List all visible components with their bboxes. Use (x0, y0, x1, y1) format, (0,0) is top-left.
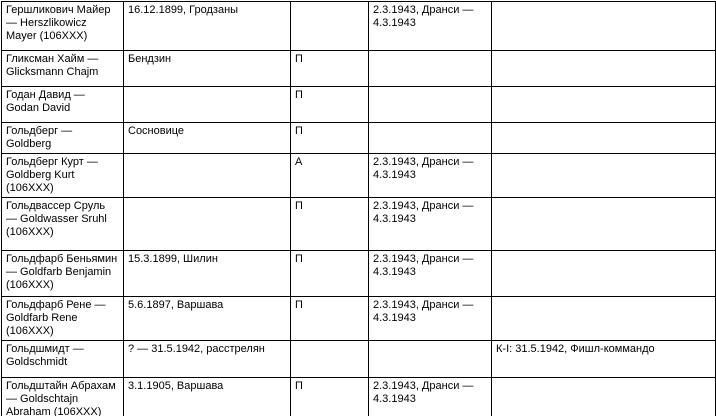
table-row (2, 378, 716, 416)
transport-cell: 2.3.1943, Дранси — 4.3.1943 (369, 378, 492, 416)
table-row (2, 51, 716, 87)
name-cell: Гершликович Майер — Herszlikowicz Mayer (106XXX) (2, 2, 124, 51)
birth-cell: Сосновице (124, 123, 291, 154)
table-row (2, 198, 716, 251)
transport-cell (369, 87, 492, 123)
birth-cell (124, 154, 291, 198)
notes-cell (492, 123, 716, 154)
category-cell: П (291, 251, 369, 297)
transport-cell: 2.3.1943, Дранси — 4.3.1943 (369, 2, 492, 51)
notes-cell (492, 251, 716, 297)
prisoner-register-table (1, 1, 716, 416)
notes-cell (492, 154, 716, 198)
birth-cell: 3.1.1905, Варшава (124, 378, 291, 416)
category-cell: П (291, 87, 369, 123)
transport-cell: 2.3.1943, Дранси — 4.3.1943 (369, 297, 492, 341)
birth-cell: 16.12.1899, Гродзаны (124, 2, 291, 51)
name-cell: Гликсман Хайм — Glicksmann Chajm (2, 51, 124, 87)
category-cell: П (291, 51, 369, 87)
table-row (2, 154, 716, 198)
table-row (2, 2, 716, 51)
notes-cell (492, 51, 716, 87)
birth-cell: 15.3.1899, Шилин (124, 251, 291, 297)
name-cell: Гольдфарб Беньямин — Goldfarb Benjamin (106XXX) (2, 251, 124, 297)
table-row (2, 123, 716, 154)
category-cell: П (291, 297, 369, 341)
transport-cell (369, 51, 492, 87)
category-cell (291, 2, 369, 51)
notes-cell (492, 297, 716, 341)
birth-cell: 5.6.1897, Варшава (124, 297, 291, 341)
table-row (2, 251, 716, 297)
birth-cell (124, 87, 291, 123)
name-cell: Гольдфарб Рене — Goldfarb Rene (106XXX) (2, 297, 124, 341)
name-cell: Гольдшмидт — Goldschmidt (2, 341, 124, 378)
birth-cell: Бендзин (124, 51, 291, 87)
birth-cell: ? — 31.5.1942, расстрелян (124, 341, 291, 378)
category-cell: П (291, 198, 369, 251)
table-row (2, 87, 716, 123)
transport-cell (369, 123, 492, 154)
category-cell (291, 341, 369, 378)
notes-cell (492, 198, 716, 251)
table-row (2, 341, 716, 378)
notes-cell: К-I: 31.5.1942, Фишл-коммандо (492, 341, 716, 378)
name-cell: Гольдвассер Сруль — Goldwasser Sruhl (106XXX) (2, 198, 124, 251)
name-cell: Гольдберг Курт — Goldberg Kurt (106XXX) (2, 154, 124, 198)
transport-cell: 2.3.1943, Дранси — 4.3.1943 (369, 154, 492, 198)
transport-cell (369, 341, 492, 378)
notes-cell (492, 2, 716, 51)
notes-cell (492, 378, 716, 416)
transport-cell: 2.3.1943, Дранси — 4.3.1943 (369, 251, 492, 297)
name-cell: Годан Давид — Godan David (2, 87, 124, 123)
category-cell: П (291, 378, 369, 416)
birth-cell (124, 198, 291, 251)
name-cell: Гольдберг — Goldberg (2, 123, 124, 154)
category-cell: А (291, 154, 369, 198)
notes-cell (492, 87, 716, 123)
table-row (2, 297, 716, 341)
name-cell: Гольдштайн Абрахам — Goldschtajn Abraham (106XXX) (2, 378, 124, 416)
transport-cell: 2.3.1943, Дранси — 4.3.1943 (369, 198, 492, 251)
category-cell: П (291, 123, 369, 154)
